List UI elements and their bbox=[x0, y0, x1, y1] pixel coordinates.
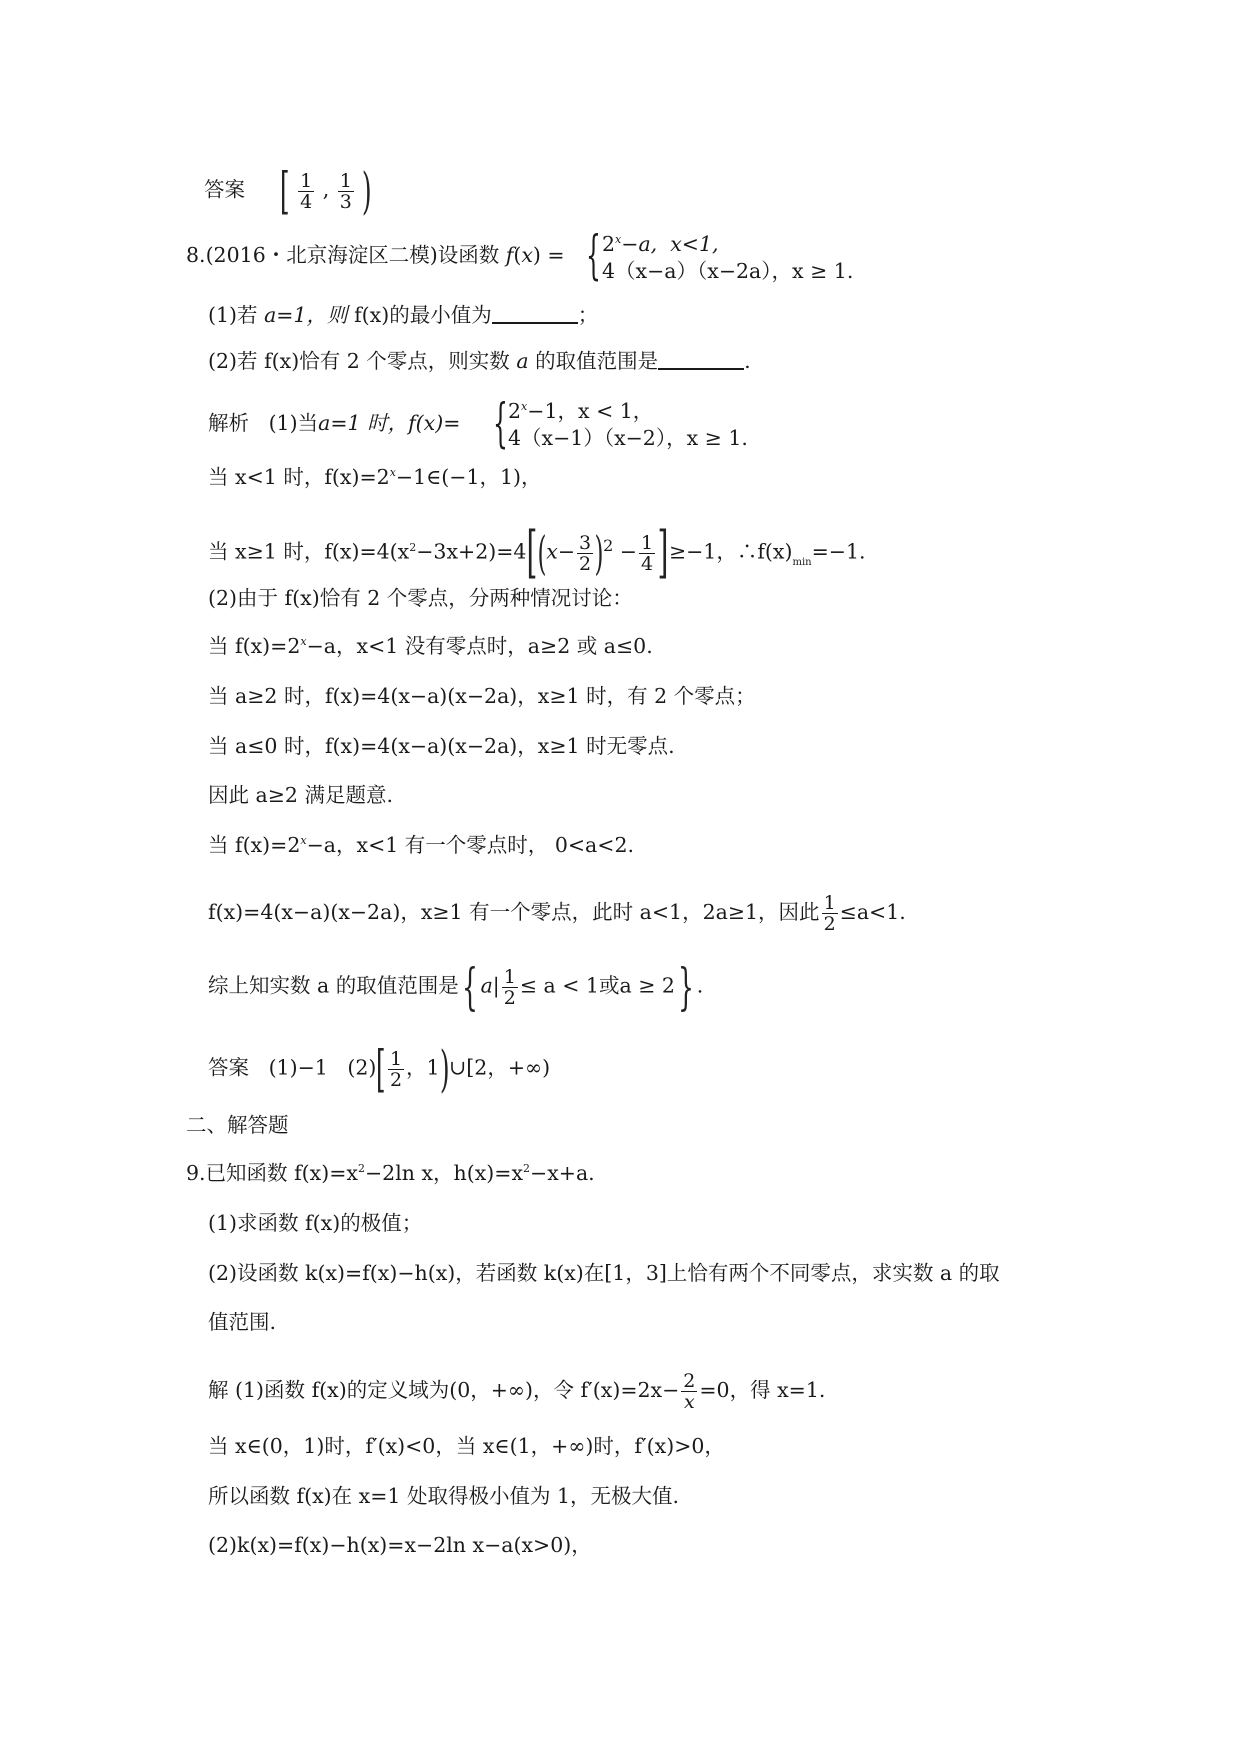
answer-7: 答案 [ $\frac{1}{4}$ , $\frac{1}{3}$ ) bbox=[204, 162, 373, 220]
answer-8: 答案 (1)−1 (2)[ $\frac{1}{2}$ ，1)∪[2，+∞) bbox=[208, 1040, 551, 1098]
answer-blank bbox=[492, 302, 578, 324]
solution-9-line-3: 所以函数 f(x)在 x=1 处取得极小值为 1，无极大值. bbox=[208, 1484, 680, 1508]
bracket-open: [ bbox=[279, 162, 290, 220]
solution-8-line-8: 因此 a≥2 满足题意. bbox=[208, 783, 393, 807]
answer-blank bbox=[658, 348, 744, 370]
piecewise-line-1: $2^x-a$, x<1, bbox=[602, 232, 719, 256]
solution-9-line-1: 解 (1)函数 f(x)的定义域为(0，+∞)，令 f′(x)=2x− $\frac{2}{x}$ =0，得 x=1. bbox=[208, 1370, 826, 1413]
section-heading: 二、解答题 bbox=[186, 1113, 289, 1137]
piecewise-brace: { bbox=[586, 226, 601, 286]
question-9-part-2: (2)设函数 k(x)=f(x)−h(x)，若函数 k(x)在[1，3]上恰有两个不同零点，求实数 a 的取 bbox=[208, 1261, 1000, 1285]
question-number: 8. bbox=[186, 243, 206, 267]
answer-label: 答案 bbox=[204, 177, 245, 202]
piecewise-brace: { bbox=[493, 394, 508, 454]
answer-label: 答案 bbox=[208, 1055, 249, 1080]
solution-9-line-2: 当 x∈(0，1)时，f′(x)<0，当 x∈(1，+∞)时，f′(x)>0， bbox=[208, 1434, 725, 1458]
question-8-part-1: (1)若 a=1，则 f(x)的最小值为 ； bbox=[208, 303, 599, 327]
fraction: $\frac{1}{4}$ bbox=[300, 169, 313, 213]
solution-label: 解析 bbox=[208, 411, 249, 435]
solution-8-line-6: 当 a≥2 时，f(x)=4(x−a)(x−2a)，x≥1 时，有 2 个零点； bbox=[208, 684, 756, 708]
question-9-stem: 9.已知函数 $f(x)=x^2-2\ln$ x，$h(x)=x^2-x+a$. bbox=[186, 1161, 595, 1185]
solution-8-line-1: 解析 (1)当a=1 时，f(x)= bbox=[208, 411, 461, 435]
fraction: $\frac{1}{3}$ bbox=[339, 169, 352, 213]
solution-8-line-5: 当 $f(x)=2^x-a$，x<1 没有零点时，a≥2 或 a≤0. bbox=[208, 634, 653, 658]
piecewise-line-2: 4（x−a）（x−2a），x ≥ 1. bbox=[602, 259, 854, 283]
paren-close: ) bbox=[362, 162, 373, 220]
solution-8-line-9: 当 $f(x)=2^x-a$，x<1 有一个零点时， 0<a<2. bbox=[208, 833, 634, 857]
solution-8-line-4: (2)由于 f(x)恰有 2 个零点，分两种情况讨论： bbox=[208, 586, 633, 610]
solution-8-line-3: 当 x≥1 时，$f(x)=4(x^2-3x+2)=4[(x-$ $\frac{3}{2}$ )$^2$ − $\frac{1}{4}$ ]≥−1，$\therefore f(x)_{min}=-1$. bbox=[208, 520, 866, 585]
question-9-part-1: (1)求函数 f(x)的极值； bbox=[208, 1211, 423, 1235]
question-9-part-2-cont: 值范围. bbox=[208, 1310, 277, 1334]
solution-8-line-10: f(x)=4(x−a)(x−2a)，x≥1 有一个零点，此时 a<1，2a≥1，因此 $\frac{1}{2}$ ≤a<1. bbox=[208, 892, 906, 935]
question-number: 9. bbox=[186, 1161, 206, 1185]
solution-8-line-7: 当 a≤0 时，f(x)=4(x−a)(x−2a)，x≥1 时无零点. bbox=[208, 734, 675, 758]
solution-8-line-11: 综上知实数 a 的取值范围是{ a| $\frac{1}{2}$ ≤ a < 1或a ≥ 2} . bbox=[208, 958, 704, 1016]
solution-8-line-2: 当 x<1 时，$f(x)=2^x-1\in(-1$，1)， bbox=[208, 465, 542, 489]
solution-9-line-4: (2)k(x)=f(x)−h(x)=x−2ln x−a(x>0)， bbox=[208, 1533, 592, 1557]
question-8-stem: 8.(2016・北京海淀区二模)设函数 f(x) = bbox=[186, 243, 565, 267]
solution-piece-2: 4（x−1）（x−2），x ≥ 1. bbox=[508, 426, 748, 450]
question-source: (2016・北京海淀区二模) bbox=[205, 243, 438, 267]
question-8-part-2: (2)若 f(x)恰有 2 个零点，则实数 a 的取值范围是 . bbox=[208, 349, 751, 373]
solution-piece-1: $2^x-1$，x < 1， bbox=[508, 399, 654, 423]
